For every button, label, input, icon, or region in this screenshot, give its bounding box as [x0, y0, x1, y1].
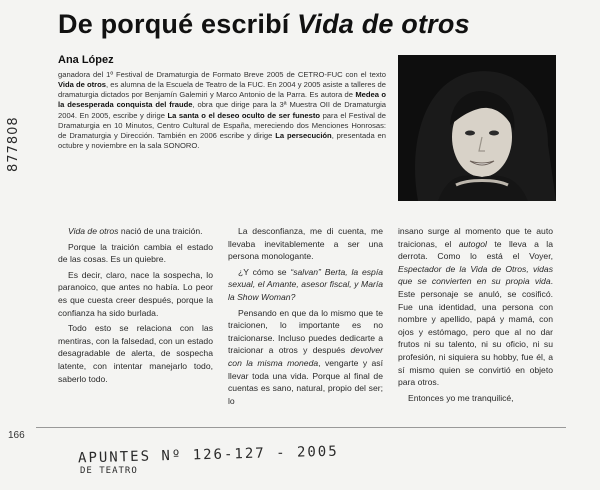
text-column-3 — [398, 225, 553, 407]
text-run: te lleva a la derrota. Como lo está el Voyer, — [398, 238, 553, 262]
text-run: nació de una traición. — [118, 226, 203, 236]
italic-text: Vida de otros — [68, 226, 119, 236]
paragraph — [58, 225, 213, 238]
text-run: Pensando en que da lo mismo que te traicionen, lo importante es no traicionarse. Incluso puedes dedicarte a traicionar a otros y después — [228, 307, 383, 356]
paragraph: Todo esto se relaciona con las mentiras, con la falsedad, con un estado desagradable de alerta, de sospecha latente, con intentar manejarlo todo, saberlo todo. — [58, 323, 213, 384]
bio-text-2: , es alumna de la Escuela de Teatro de la FUC. En 2004 y 2005 asiste a talleres de dramaturgia dictados por Benjamín Galemiri y Marco Antonio de la Parra. Es autora de — [58, 80, 386, 100]
bio-bold-1: Vida de otros — [58, 80, 106, 90]
bio-bold-4: La persecución — [275, 130, 332, 140]
portrait-image — [398, 55, 556, 201]
bio-text-3: , obra que dirige para la 3ª Muestra OII de Dramaturgia 2004. En 2005, escribe y dirige — [58, 100, 387, 120]
paragraph: Es decir, claro, nace la sospecha, lo paranoico, que antes no había. Lo peor es que cuesta creer después, porque la confianza ha sido burlada. — [58, 269, 213, 318]
article-title — [58, 9, 470, 40]
bio-text-4: para el Festival de Dramaturgia en 10 Minutos, Centro Cultural de España, mereciendo dos Menciones Honrosas: de Dramaturgia y Dirección. También en 2006 escribe y dirige — [58, 110, 386, 140]
author-bio — [58, 70, 386, 151]
paragraph: Entonces yo me tranquilicé, — [408, 392, 514, 403]
text-run: ¿Y cómo se — [238, 266, 291, 277]
text-run: . Este personaje se anuló, se cosificó. Fue una identidad, una persona con nombre y apellido, papá y mamá, con ojos y estómago, pero que al no dar frutos ni su talento, ni su oficio, ni su profesión, ni siquiera su hobby, fue él, a sí mismo quien se convirtió en objeto para otros. — [398, 276, 553, 388]
paragraph: La desconfianza, me di cuenta, me llevaba inevitablemente a ser una persona monologante. — [228, 226, 383, 262]
author-name: Ana López — [58, 54, 114, 66]
italic-text: autogol — [458, 238, 487, 249]
bio-text-1: ganadora del 1º Festival de Dramaturgia de Formato Breve 2005 de CETRO-FUC con el texto — [58, 70, 386, 79]
title-prefix: De porqué escribí — [58, 9, 298, 39]
paragraph — [228, 266, 383, 304]
footer-divider — [36, 427, 566, 428]
bio-text-5: , presentada en octubre y noviembre en la sala SONORO. — [58, 130, 386, 151]
paragraph — [228, 307, 383, 408]
bio-bold-3: La santa o el deseo oculto de ser funesto — [167, 110, 321, 120]
text-run: , vengarte y así llevar toda una vida. Porque al final de cuentas es sano, natural, propio del ser; lo — [228, 357, 383, 406]
italic-text: “salvan” Berta, la espía sexual, el Amante, asesor fiscal, y María la Show Woman? — [228, 266, 383, 302]
page-number: 166 — [8, 430, 25, 441]
italic-text: Espectador de la Vida de Otros, vidas que se convierten en su propia vida — [398, 263, 553, 287]
text-column-2 — [228, 225, 383, 410]
italic-text: devolver con la misma moneda — [228, 345, 383, 368]
paragraph: Porque la traición cambia el estado de las cosas. Es un quiebre. — [58, 241, 213, 265]
handwritten-citation: APUNTES Nº 126-127 - 2005 — [77, 443, 339, 467]
text-column-1 — [58, 225, 213, 388]
handwritten-side-note: 877808 — [6, 116, 21, 172]
author-photo — [398, 55, 556, 201]
bio-bold-2: Medea o la desesperada conquista del fraude — [58, 90, 386, 110]
text-run: insano surge al momento que te auto traicionas, el — [398, 226, 553, 249]
title-italic: Vida de otros — [297, 9, 470, 39]
handwritten-citation-line-2: DE TEATRO — [80, 466, 138, 476]
paragraph — [398, 225, 553, 389]
